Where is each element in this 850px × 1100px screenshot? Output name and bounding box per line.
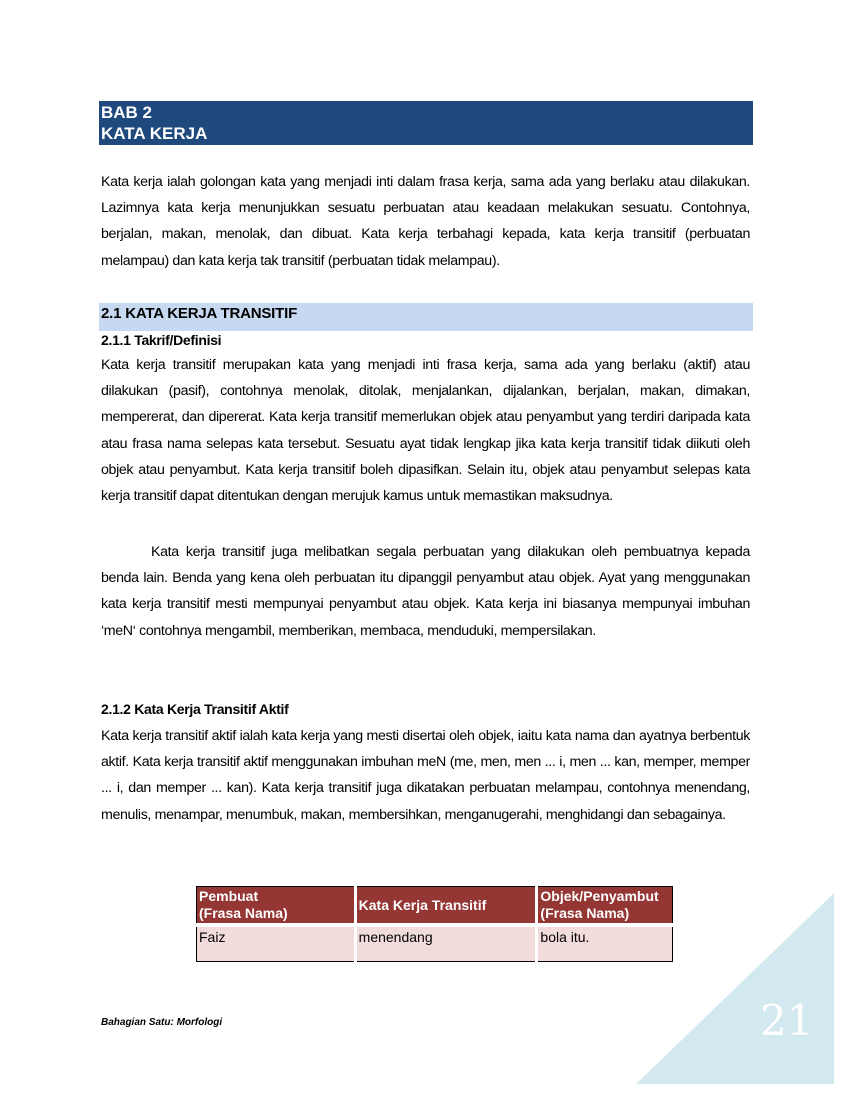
definition-paragraph-1: Kata kerja transitif merupakan kata yang menjadi inti frasa kerja, sama ada yang berlaku (aktif) atau dilakukan (pasif), contohnya menolak, ditolak, menjalankan, dijalankan, berjalan, makan, dimakan, mempererat, dan dipererat. Kata kerja transitif memerlukan objek atau penyambut yang terdiri daripada kata atau frasa nama selepas kata tersebut. Sesuatu ayat tidak lengkap jika kata kerja transitif tidak diikuti oleh objek atau penyambut. Kata kerja transitif boleh dipasifkan. Selain itu, objek atau penyambut selepas kata kerja transitif dapat ditentukan dengan merujuk kamus untuk memastikan maksudnya. xyxy=(101,357,750,505)
triangle-shape xyxy=(636,893,834,1084)
chapter-title: KATA KERJA xyxy=(101,124,208,143)
subsection-heading-2-1-1: 2.1.1 Takrif/Definisi xyxy=(101,332,222,348)
section-heading-2-1: 2.1 KATA KERJA TRANSITIF xyxy=(99,303,753,331)
header-line: (Frasa Nama) xyxy=(540,905,630,921)
chapter-heading xyxy=(99,101,753,145)
header-line: Objek/Penyambut xyxy=(540,888,659,904)
table-row xyxy=(197,925,673,962)
table-header-cell xyxy=(355,887,537,926)
chapter-label: BAB 2 xyxy=(101,103,153,122)
corner-triangle-decoration xyxy=(636,893,834,1084)
table-cell: Faiz xyxy=(197,925,356,962)
table-cell: menendang xyxy=(355,925,537,962)
header-line: Kata Kerja Transitif xyxy=(358,896,487,913)
definition-paragraph-2: Kata kerja transitif juga melibatkan segala perbuatan yang dilakukan oleh pembuatnya kepada benda lain. Benda yang kena oleh perbuatan itu dipanggil penyambut atau objek. Ayat yang menggunakan kata kerja transitif mesti mempunyai penyambut atau objek. Kata kerja ini biasanya mempunyai imbuhan ‘meN‘ contohnya mengambil, memberikan, membaca, menduduki, mempersilakan. xyxy=(101,544,750,639)
table-cell: bola itu. xyxy=(537,925,673,962)
header-line: Pembuat xyxy=(199,888,259,904)
table-header-row xyxy=(197,887,673,926)
active-transitive-paragraph: Kata kerja transitif aktif ialah kata kerja yang mesti disertai oleh objek, iaitu kata nama dan ayatnya berbentuk aktif. Kata kerja transitif aktif menggunakan imbuhan meN (me, men, men ... i, men ... kan, memper, memper ... i, dan memper ... kan). Kata kerja transitif juga dikatakan perbuatan melampau, contohnya menendang, menulis, menampar, menumbuk, makan, membersihkan, menganugerahi, menghidangi dan sebagainya. xyxy=(101,728,750,823)
header-line: (Frasa Nama) xyxy=(199,905,288,921)
footer-section-label: Bahagian Satu: Morfologi xyxy=(101,1017,223,1028)
intro-paragraph: Kata kerja ialah golongan kata yang menjadi inti dalam frasa kerja, sama ada yang berlaku atau dilakukan. Lazimnya kata kerja menunjukkan sesuatu perbuatan atau keadaan melakukan sesuatu. Contohnya, berjalan, makan, menolak, dan dibuat. Kata kerja terbahagi kepada, kata kerja transitif (perbuatan melampau) dan kata kerja tak transitif (perbuatan tidak melampau). xyxy=(101,174,750,269)
page-number: 21 xyxy=(760,996,814,1045)
table-header-cell xyxy=(197,887,356,926)
subsection-heading-2-1-2: 2.1.2 Kata Kerja Transitif Aktif xyxy=(101,701,289,717)
example-table xyxy=(196,886,673,962)
